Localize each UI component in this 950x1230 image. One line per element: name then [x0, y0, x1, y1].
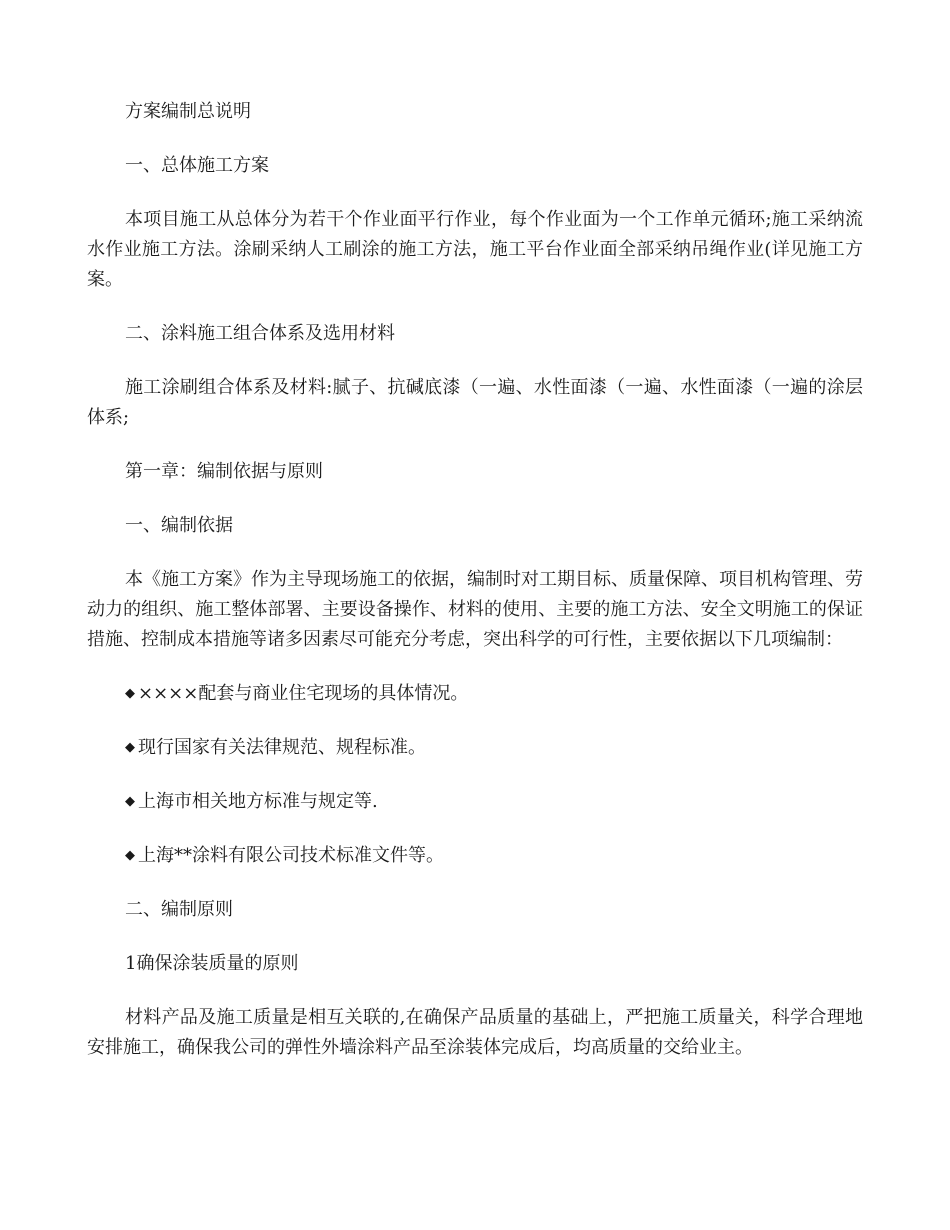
bullet-item	[87, 679, 863, 709]
paragraph-basis: 本《施工方案》作为主导现场施工的依据，编制时对工期目标、质量保障、项目机构管理、劳动力的组织、施工整体部署、主要设备操作、材料的使用、主要的施工方法、安全文明施工的保证措施、控制成本措施等诸多因素尽可能充分考虑，突出科学的可行性，主要依据以下几项编制：	[87, 569, 863, 650]
document-body	[87, 97, 863, 1087]
chapter-heading: 第一章：编制依据与原则	[125, 461, 323, 482]
doc-title: 方案编制总说明	[125, 101, 251, 122]
diamond-bullet-icon: ◆	[125, 740, 135, 755]
bullet-item	[87, 841, 863, 871]
bullet-item	[87, 787, 863, 817]
paragraph-overall-plan: 本项目施工从总体分为若干个作业面平行作业，每个作业面为一个工作单元循环;施工采纳流水作业施工方法。涂刷采纳人工刷涂的施工方法，施工平台作业面全部采纳吊绳作业(详见施工方案。	[87, 209, 863, 290]
subheading-quality-principle: 1确保涂装质量的原则	[125, 953, 299, 974]
section-heading-principles: 二、编制原则	[125, 899, 233, 920]
diamond-bullet-icon: ◆	[125, 848, 135, 863]
diamond-bullet-icon: ◆	[125, 686, 135, 701]
bullet-item	[87, 733, 863, 763]
section-heading-basis: 一、编制依据	[125, 515, 233, 536]
bullet-text: 现行国家有关法律规范、规程标准。	[138, 737, 426, 758]
bullet-text: 上海**涂料有限公司技术标准文件等。	[138, 845, 444, 866]
diamond-bullet-icon: ◆	[125, 794, 135, 809]
paragraph-quality-principle: 材料产品及施工质量是相互关联的,在确保产品质量的基础上，严把施工质量关，科学合理地安排施工，确保我公司的弹性外墙涂料产品至涂装体完成后，均高质量的交给业主。	[87, 1007, 863, 1058]
section-heading-overall-plan: 一、总体施工方案	[125, 155, 269, 176]
section-heading-coating-system: 二、涂料施工组合体系及选用材料	[125, 323, 395, 344]
bullet-text: ××××配套与商业住宅现场的具体情况。	[138, 683, 469, 704]
bullet-text: 上海市相关地方标准与规定等.	[138, 791, 378, 812]
paragraph-coating-system: 施工涂刷组合体系及材料:腻子、抗碱底漆（一遍、水性面漆（一遍、水性面漆（一遍的涂层体系;	[87, 377, 863, 428]
